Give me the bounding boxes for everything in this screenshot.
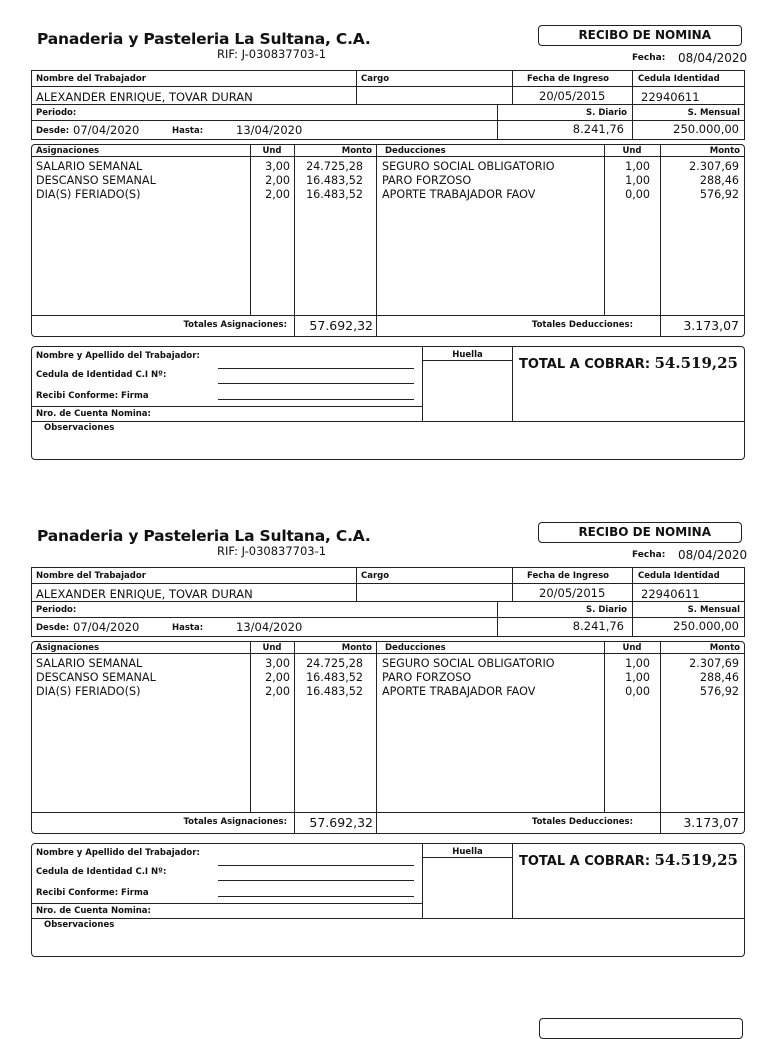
s-diario-value: 8.241,76 xyxy=(572,619,624,633)
asig-monto-header: Monto xyxy=(341,643,372,653)
cuenta-nomina-label: Nro. de Cuenta Nomina: xyxy=(36,906,151,916)
payroll-receipt xyxy=(0,0,768,460)
hasta-label: Hasta: xyxy=(172,623,204,633)
deduccion-desc: PARO FORZOSO xyxy=(382,174,472,187)
periodo-desde: 07/04/2020 xyxy=(73,123,140,137)
deduccion-desc: SEGURO SOCIAL OBLIGATORIO xyxy=(382,160,555,173)
deduccion-monto: 288,46 xyxy=(699,671,739,684)
cargo-header: Cargo xyxy=(361,571,390,581)
observaciones-label: Observaciones xyxy=(44,920,115,930)
fecha-label: Fecha: xyxy=(632,53,666,63)
deduccion-monto: 2.307,69 xyxy=(689,160,739,173)
deduccion-und: 1,00 xyxy=(625,160,650,173)
asignacion-und: 3,00 xyxy=(265,160,290,173)
worker-cedula: 22940611 xyxy=(641,90,700,104)
asignacion-desc: DIA(S) FERIADO(S) xyxy=(36,188,141,201)
periodo-label: Periodo: xyxy=(36,108,77,118)
asig-und-header: Und xyxy=(262,643,282,653)
asignacion-monto: 16.483,52 xyxy=(306,671,363,684)
deduccion-monto: 576,92 xyxy=(699,685,739,698)
deduccion-und: 0,00 xyxy=(625,188,650,201)
totales-asignaciones-value: 57.692,32 xyxy=(309,815,373,830)
asignacion-monto: 24.725,28 xyxy=(306,160,363,173)
totales-deducciones-label: Totales Deducciones: xyxy=(531,817,633,827)
periodo-label: Periodo: xyxy=(36,605,77,615)
totales-asignaciones-label: Totales Asignaciones: xyxy=(183,817,287,827)
totales-deducciones-value: 3.173,07 xyxy=(683,815,739,830)
cedula-ci-label: Cedula de Identidad C.I Nº: xyxy=(36,867,167,877)
deduccion-desc: APORTE TRABAJADOR FAOV xyxy=(382,188,536,201)
cuenta-nomina-label: Nro. de Cuenta Nomina: xyxy=(36,409,151,419)
asignacion-monto: 16.483,52 xyxy=(306,174,363,187)
s-mensual-header: S. Mensual xyxy=(687,605,740,615)
deducciones-header: Deducciones xyxy=(385,643,446,653)
asignacion-und: 2,00 xyxy=(265,188,290,201)
ded-monto-header: Monto xyxy=(709,643,740,653)
cedula-ci-label: Cedula de Identidad C.I Nº: xyxy=(36,370,167,380)
huella-label: Huella xyxy=(452,847,483,857)
fecha-ingreso-header: Fecha de Ingreso xyxy=(527,74,609,84)
asignacion-und: 3,00 xyxy=(265,657,290,670)
deduccion-desc: SEGURO SOCIAL OBLIGATORIO xyxy=(382,657,555,670)
deduccion-desc: APORTE TRABAJADOR FAOV xyxy=(382,685,536,698)
s-mensual-value: 250.000,00 xyxy=(673,122,739,136)
total-cobrar-value: 54.519,25 xyxy=(654,354,738,372)
asignacion-monto: 16.483,52 xyxy=(306,188,363,201)
worker-cedula: 22940611 xyxy=(641,587,700,601)
deduccion-monto: 2.307,69 xyxy=(689,657,739,670)
totales-deducciones-label: Totales Deducciones: xyxy=(531,320,633,330)
ded-und-header: Und xyxy=(622,643,642,653)
periodo-desde: 07/04/2020 xyxy=(73,620,140,634)
asignacion-desc: DIA(S) FERIADO(S) xyxy=(36,685,141,698)
deducciones-header: Deducciones xyxy=(385,146,446,156)
deduccion-und: 1,00 xyxy=(625,174,650,187)
asig-monto-header: Monto xyxy=(341,146,372,156)
company-rif: RIF: J-030837703-1 xyxy=(217,544,327,558)
cedula-header: Cedula Identidad xyxy=(638,74,720,84)
asignacion-desc: DESCANSO SEMANAL xyxy=(36,174,156,187)
s-diario-header: S. Diario xyxy=(586,605,627,615)
total-cobrar-label: TOTAL A COBRAR: xyxy=(519,854,651,869)
deduccion-monto: 576,92 xyxy=(699,188,739,201)
asignacion-und: 2,00 xyxy=(265,671,290,684)
hasta-label: Hasta: xyxy=(172,126,204,136)
asignacion-monto: 16.483,52 xyxy=(306,685,363,698)
nombre-header: Nombre del Trabajador xyxy=(36,74,146,84)
cedula-header: Cedula Identidad xyxy=(638,571,720,581)
recibi-conforme-label: Recibi Conforme: Firma xyxy=(36,888,149,898)
asignacion-desc: SALARIO SEMANAL xyxy=(36,160,143,173)
deduccion-und: 1,00 xyxy=(625,671,650,684)
worker-fecha-ingreso: 20/05/2015 xyxy=(539,586,606,600)
total-cobrar-label: TOTAL A COBRAR: xyxy=(519,357,651,372)
totales-deducciones-value: 3.173,07 xyxy=(683,318,739,333)
asignacion-und: 2,00 xyxy=(265,174,290,187)
receipt-title: RECIBO DE NOMINA xyxy=(538,25,742,46)
receipt-title: RECIBO DE NOMINA xyxy=(538,522,742,543)
total-cobrar-value: 54.519,25 xyxy=(654,851,738,869)
worker-fecha-ingreso: 20/05/2015 xyxy=(539,89,606,103)
asignaciones-header: Asignaciones xyxy=(36,146,100,156)
desde-label: Desde: xyxy=(36,623,70,633)
deduccion-und: 1,00 xyxy=(625,657,650,670)
company-name: Panaderia y Pasteleria La Sultana, C.A. xyxy=(37,527,371,545)
nombre-header: Nombre del Trabajador xyxy=(36,571,146,581)
s-mensual-header: S. Mensual xyxy=(687,108,740,118)
company-rif: RIF: J-030837703-1 xyxy=(217,47,327,61)
asignacion-desc: DESCANSO SEMANAL xyxy=(36,671,156,684)
deduccion-desc: PARO FORZOSO xyxy=(382,671,472,684)
fecha-ingreso-header: Fecha de Ingreso xyxy=(527,571,609,581)
company-name: Panaderia y Pasteleria La Sultana, C.A. xyxy=(37,30,371,48)
asignaciones-header: Asignaciones xyxy=(36,643,100,653)
third-receipt-title-box xyxy=(539,1018,743,1039)
cargo-header: Cargo xyxy=(361,74,390,84)
ded-monto-header: Monto xyxy=(709,146,740,156)
deduccion-und: 0,00 xyxy=(625,685,650,698)
s-diario-value: 8.241,76 xyxy=(572,122,624,136)
asig-und-header: Und xyxy=(262,146,282,156)
desde-label: Desde: xyxy=(36,126,70,136)
asignacion-monto: 24.725,28 xyxy=(306,657,363,670)
payroll-receipt xyxy=(0,497,768,957)
nombre-apellido-label: Nombre y Apellido del Trabajador: xyxy=(36,848,200,858)
s-diario-header: S. Diario xyxy=(586,108,627,118)
ded-und-header: Und xyxy=(622,146,642,156)
totales-asignaciones-label: Totales Asignaciones: xyxy=(183,320,287,330)
worker-name: ALEXANDER ENRIQUE, TOVAR DURAN xyxy=(36,90,253,104)
periodo-hasta: 13/04/2020 xyxy=(236,620,303,634)
periodo-hasta: 13/04/2020 xyxy=(236,123,303,137)
observaciones-label: Observaciones xyxy=(44,423,115,433)
asignacion-und: 2,00 xyxy=(265,685,290,698)
fecha-value: 08/04/2020 xyxy=(678,548,748,562)
huella-label: Huella xyxy=(452,350,483,360)
totales-asignaciones-value: 57.692,32 xyxy=(309,318,373,333)
worker-name: ALEXANDER ENRIQUE, TOVAR DURAN xyxy=(36,587,253,601)
fecha-label: Fecha: xyxy=(632,550,666,560)
deduccion-monto: 288,46 xyxy=(699,174,739,187)
recibi-conforme-label: Recibi Conforme: Firma xyxy=(36,391,149,401)
nombre-apellido-label: Nombre y Apellido del Trabajador: xyxy=(36,351,200,361)
fecha-value: 08/04/2020 xyxy=(678,51,748,65)
s-mensual-value: 250.000,00 xyxy=(673,619,739,633)
asignacion-desc: SALARIO SEMANAL xyxy=(36,657,143,670)
